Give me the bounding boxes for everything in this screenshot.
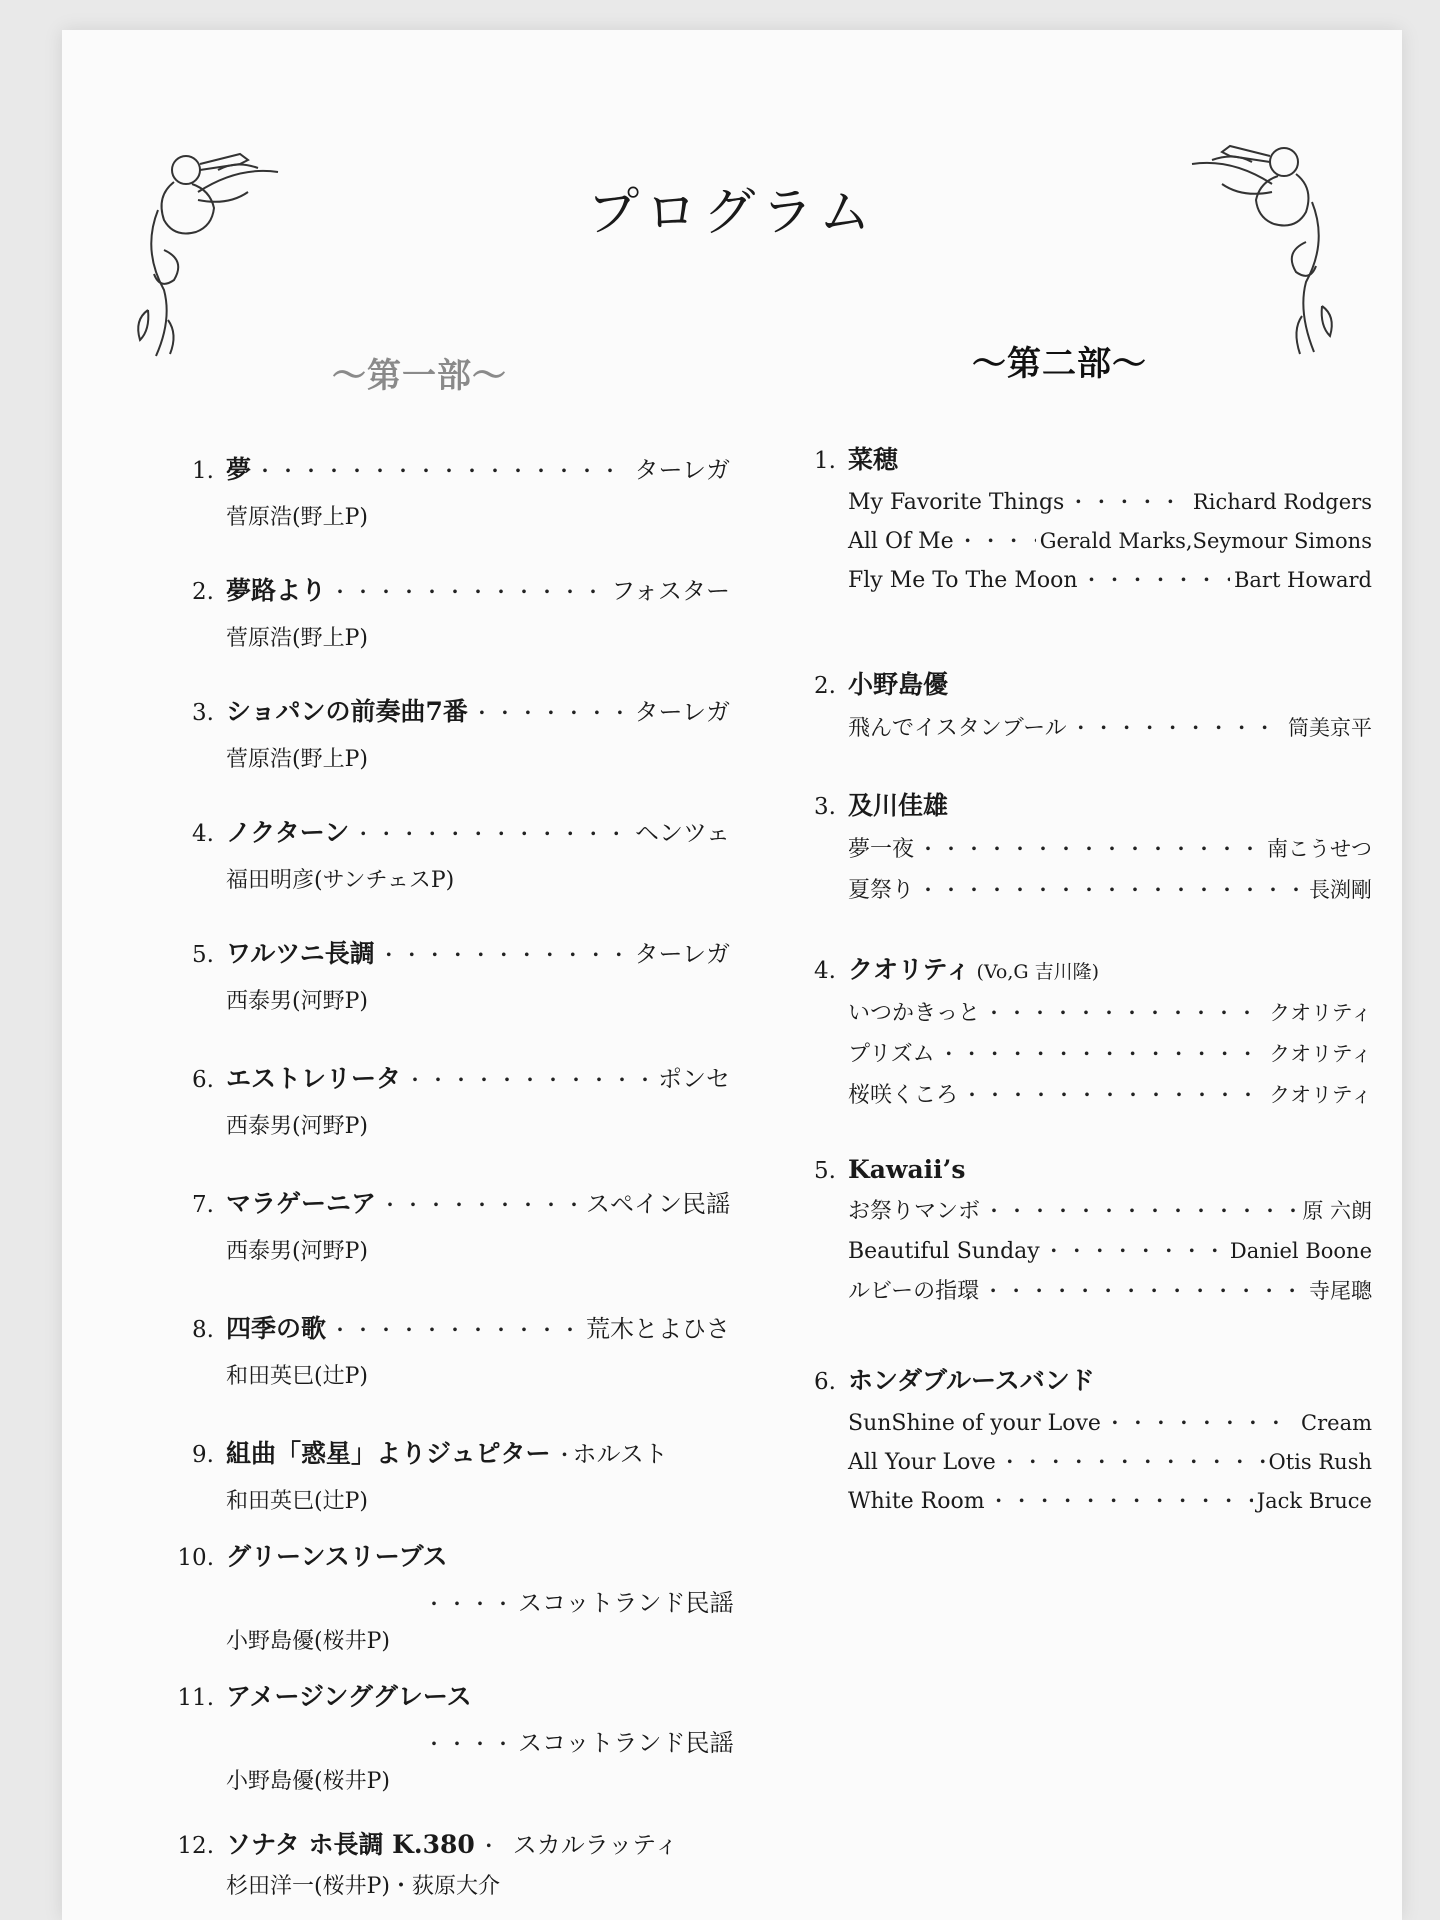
item-performer: 福田明彦(サンチェスP)	[226, 868, 455, 893]
item-title: 四季の歌	[226, 1314, 327, 1343]
group-name: 小野島優	[848, 670, 949, 699]
leader-dots	[984, 997, 1265, 1026]
item-title: エストレリータ	[226, 1064, 402, 1093]
leader-dots	[255, 455, 630, 484]
item-number: 9.	[192, 1442, 214, 1468]
program-item	[170, 1825, 730, 1900]
group-number: 6.	[814, 1369, 836, 1395]
song-row	[848, 1485, 1372, 1514]
program-item	[170, 1184, 730, 1265]
item-title: 夢	[226, 455, 252, 484]
song-title: My Favorite Things	[848, 490, 1065, 515]
item-composer: ホルスト	[572, 1440, 668, 1468]
group-number: 5.	[814, 1158, 836, 1184]
song-row	[848, 486, 1372, 515]
program-item	[170, 450, 730, 531]
item-number: 7.	[192, 1192, 214, 1218]
item-title: グリーンスリーブス	[226, 1542, 448, 1571]
group-name-text: クオリティ	[848, 955, 971, 984]
item-number: 1.	[192, 458, 214, 484]
song-row	[848, 1235, 1372, 1264]
group-note: (Vo,G 吉川隆)	[976, 961, 1100, 983]
song-title: いつかきっと	[848, 1001, 981, 1026]
song-title: お祭りマンボ	[848, 1199, 981, 1224]
program-item	[170, 1434, 730, 1515]
leader-dots	[1068, 486, 1189, 515]
program-item	[170, 1059, 730, 1140]
band-group	[792, 440, 1372, 593]
page-title: プログラム	[587, 183, 877, 243]
item-title: ショパンの前奏曲7番	[226, 697, 468, 726]
song-composer: Jack Bruce	[1256, 1489, 1372, 1513]
song-title: 桜咲くころ	[848, 1083, 959, 1108]
song-composer: 寺尾聰	[1309, 1279, 1372, 1303]
leader-dots	[353, 818, 631, 847]
song-title: ルビーの指環	[848, 1279, 980, 1304]
song-composer: Otis Rush	[1268, 1450, 1372, 1474]
song-row	[848, 525, 1372, 554]
leader-dots	[962, 1079, 1265, 1108]
item-title: アメージンググレース	[226, 1682, 472, 1711]
group-number: 3.	[814, 794, 836, 820]
song-composer: 長渕剛	[1309, 878, 1372, 902]
group-number: 1.	[814, 448, 836, 474]
item-number: 5.	[192, 942, 214, 968]
item-number: 6.	[192, 1067, 214, 1093]
item-composer: スコットランド民謡	[518, 1729, 734, 1757]
song-title: White Room	[848, 1489, 985, 1514]
leader-dots	[983, 1275, 1305, 1304]
song-composer: Bart Howard	[1233, 568, 1372, 592]
song-title: All Of Me	[848, 529, 954, 554]
song-row	[848, 832, 1372, 863]
song-title: All Your Love	[848, 1450, 996, 1475]
item-performer: 小野島優(桜井P)	[226, 1629, 390, 1654]
song-row	[848, 1037, 1372, 1068]
song-composer: Richard Rodgers	[1192, 490, 1372, 514]
leader-dots	[989, 1485, 1253, 1514]
item-title: マラゲーニア	[226, 1189, 377, 1218]
leader-dots	[1082, 564, 1230, 593]
leader-dots	[405, 1064, 654, 1093]
item-number: 11.	[177, 1685, 214, 1711]
band-group	[792, 1361, 1372, 1514]
leader-dots	[1105, 1407, 1297, 1436]
item-performer: 和田英巳(辻P)	[226, 1364, 368, 1389]
part1-list	[170, 450, 734, 1900]
song-composer: クオリティ	[1269, 1042, 1372, 1066]
item-performer: 小野島優(桜井P)	[226, 1769, 390, 1794]
part2-list	[792, 440, 1372, 1514]
band-group	[792, 665, 1372, 742]
song-row	[848, 1274, 1372, 1305]
leader-dots	[555, 1439, 569, 1468]
song-title: プリズム	[848, 1042, 935, 1067]
leader-dots	[424, 1728, 514, 1757]
group-name: ホンダブルースバンド	[848, 1366, 1095, 1395]
song-composer: クオリティ	[1269, 1083, 1372, 1107]
cherub-ornament-right-icon	[1162, 130, 1342, 370]
item-number: 3.	[192, 700, 214, 726]
song-row	[848, 711, 1372, 742]
item-number: 8.	[192, 1317, 214, 1343]
item-number: 4.	[192, 821, 214, 847]
leader-dots	[330, 576, 607, 605]
group-name: Kawaii’s	[848, 1155, 966, 1184]
item-composer: フォスター	[611, 577, 730, 605]
leader-dots	[330, 1314, 582, 1343]
item-title: ワルツニ長調	[226, 939, 375, 968]
item-composer: ターレガ	[634, 456, 730, 484]
song-row	[848, 1078, 1372, 1109]
item-composer: スペイン民謡	[586, 1190, 730, 1218]
program-item	[170, 571, 730, 652]
leader-dots	[424, 1588, 514, 1617]
leader-dots	[1000, 1446, 1265, 1475]
song-title: Fly Me To The Moon	[848, 568, 1078, 593]
song-composer: 筒美京平	[1288, 716, 1372, 740]
leader-dots	[939, 1038, 1265, 1067]
item-title: 夢路より	[226, 576, 327, 605]
leader-dots	[479, 1830, 509, 1859]
song-row	[848, 873, 1372, 904]
leader-dots	[1071, 712, 1284, 741]
group-name	[848, 950, 1099, 986]
song-title: Beautiful Sunday	[848, 1239, 1040, 1264]
leader-dots	[380, 1189, 582, 1218]
item-title: 組曲「惑星」よりジュピター	[226, 1439, 551, 1468]
program-item	[170, 934, 730, 1015]
item-composer: ポンセ	[658, 1065, 730, 1093]
item-performer: 和田英巳(辻P)	[226, 1489, 368, 1514]
song-row	[848, 1194, 1372, 1225]
item-performer: 菅原浩(野上P)	[226, 505, 368, 530]
program-item	[170, 1309, 730, 1390]
part2-heading: ～第二部～	[972, 344, 1147, 384]
part1-heading: ～第一部～	[332, 356, 507, 396]
song-composer: クオリティ	[1269, 1001, 1372, 1025]
item-composer: スコットランド民謡	[518, 1589, 734, 1617]
item-title: ノクターン	[226, 818, 350, 847]
song-row	[848, 564, 1372, 593]
program-page	[62, 30, 1402, 1920]
item-performer: 杉田洋一(桜井P)・荻原大介	[226, 1874, 500, 1899]
item-performer: 西泰男(河野P)	[226, 989, 368, 1014]
leader-dots	[918, 874, 1305, 903]
item-composer: 荒木とよひさ	[586, 1315, 730, 1343]
item-performer: 西泰男(河野P)	[226, 1114, 368, 1139]
program-item	[170, 813, 730, 894]
song-row	[848, 996, 1372, 1027]
item-performer: 西泰男(河野P)	[226, 1239, 368, 1264]
song-composer: Daniel Boone	[1229, 1239, 1372, 1263]
song-title: 夢一夜	[848, 837, 915, 862]
program-item	[170, 692, 730, 773]
leader-dots	[1044, 1235, 1226, 1264]
group-name: 及川佳雄	[848, 791, 949, 820]
song-title: 夏祭り	[848, 878, 915, 903]
item-number: 10.	[177, 1545, 214, 1571]
leader-dots	[984, 1195, 1298, 1224]
leader-dots	[918, 833, 1263, 862]
band-group	[792, 1155, 1372, 1305]
song-composer: Cream	[1301, 1411, 1372, 1435]
leader-dots	[958, 525, 1036, 554]
leader-dots	[472, 697, 631, 726]
group-number: 4.	[814, 958, 836, 984]
song-composer: Gerald Marks,Seymour Simons	[1039, 529, 1372, 553]
band-group	[792, 950, 1372, 1109]
leader-dots	[379, 939, 631, 968]
item-composer: ターレガ	[634, 698, 730, 726]
program-item	[170, 1677, 734, 1795]
song-title: SunShine of your Love	[848, 1411, 1101, 1436]
item-number: 2.	[192, 579, 214, 605]
item-number: 12.	[177, 1833, 214, 1859]
group-name: 菜穂	[848, 445, 899, 474]
item-title: ソナタ ホ長調 K.380	[226, 1830, 475, 1859]
item-composer: ターレガ	[634, 940, 730, 968]
song-row	[848, 1446, 1372, 1475]
song-title: 飛んでイスタンブール	[848, 716, 1067, 741]
item-performer: 菅原浩(野上P)	[226, 626, 368, 651]
item-composer: ヘンツェ	[634, 819, 730, 847]
item-performer: 菅原浩(野上P)	[226, 747, 368, 772]
program-item	[170, 1537, 734, 1655]
group-number: 2.	[814, 673, 836, 699]
song-row	[848, 1407, 1372, 1436]
song-composer: 原 六朗	[1302, 1199, 1372, 1223]
item-composer: スカルラッティ	[512, 1831, 679, 1859]
band-group	[792, 786, 1372, 904]
song-composer: 南こうせつ	[1267, 837, 1372, 861]
